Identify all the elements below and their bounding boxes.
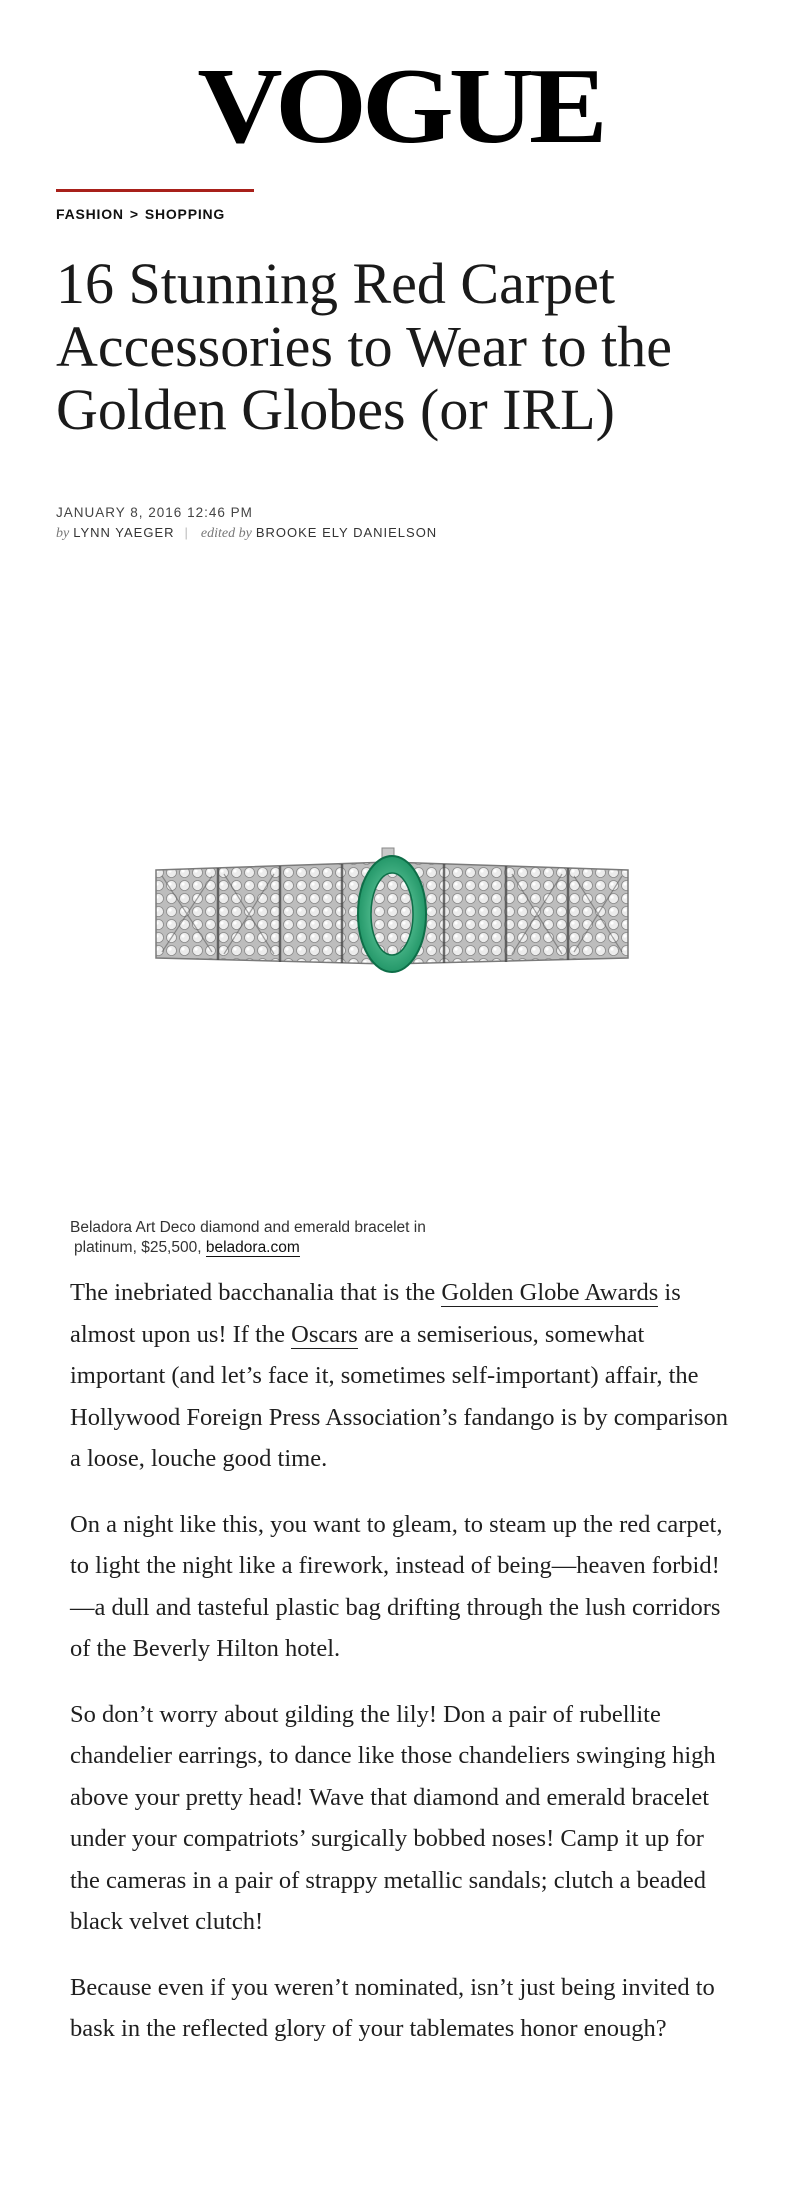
edited-by-label: edited by bbox=[200, 526, 252, 541]
section-accent-rule bbox=[56, 189, 254, 192]
breadcrumb bbox=[56, 206, 225, 222]
byline-divider: | bbox=[184, 525, 189, 540]
caption-price: platinum, $25,500, bbox=[74, 1239, 202, 1256]
caption-line-1: Beladora Art Deco diamond and emerald bracelet in bbox=[70, 1219, 426, 1236]
paragraph-1-text-a: The inebriated bacchanalia that is the bbox=[70, 1279, 442, 1306]
image-caption bbox=[70, 1218, 530, 1258]
breadcrumb-separator: > bbox=[129, 206, 139, 222]
paragraph-4: Because even if you weren’t nominated, isn’t just being invited to bask in the reflected glory of your tablemates honor enough? bbox=[70, 1973, 715, 2042]
vogue-logo[interactable]: VOGUE bbox=[197, 45, 603, 167]
editor-link[interactable]: BROOKE ELY DANIELSON bbox=[255, 525, 438, 540]
byline bbox=[56, 525, 437, 542]
article-body bbox=[70, 1272, 730, 2074]
paragraph-1-text-b: is almost upon us! If the bbox=[70, 1279, 681, 1348]
caption-line-2 bbox=[70, 1238, 530, 1258]
by-label: by bbox=[56, 526, 70, 541]
paragraph-1-text-c: are a semiserious, somewhat important (and let’s face it, sometimes self-important) affair, the Hollywood Foreign Press Association’s fandango is by comparison a loose, louche good time. bbox=[70, 1320, 729, 1472]
paragraph-3: So don’t worry about gilding the lily! Don a pair of rubellite chandelier earrings, to dance like those chandeliers swinging high above your pretty head! Wave that diamond and emerald bracelet under your compatriots’ surgically bobbed noses! Camp it up for the cameras in a pair of strappy metallic sandals; clutch a beaded black velvet clutch! bbox=[70, 1700, 716, 1935]
paragraph-1 bbox=[70, 1272, 730, 1480]
bracelet-illustration bbox=[152, 840, 632, 980]
oscars-link[interactable]: Oscars bbox=[291, 1320, 358, 1348]
publish-date: JANUARY 8, 2016 12:46 PM bbox=[56, 505, 253, 520]
author-link[interactable]: LYNN YAEGER bbox=[73, 525, 175, 540]
bracelet-image bbox=[152, 840, 632, 980]
breadcrumb-fashion-link[interactable]: FASHION bbox=[56, 206, 124, 222]
beladora-link[interactable]: beladora.com bbox=[205, 1239, 300, 1256]
paragraph-2: On a night like this, you want to gleam, to steam up the red carpet, to light the night like a firework, instead of being—heaven forbid!—a dull and tasteful plastic bag drifting through the lush corridors of the Beverly Hilton hotel. bbox=[70, 1510, 723, 1662]
golden-globe-awards-link[interactable]: Golden Globe Awards bbox=[441, 1279, 659, 1306]
article-headline: 16 Stunning Red Carpet Accessories to Wear to the Golden Globes (or IRL) bbox=[56, 251, 672, 442]
breadcrumb-shopping-link[interactable]: SHOPPING bbox=[144, 206, 226, 222]
